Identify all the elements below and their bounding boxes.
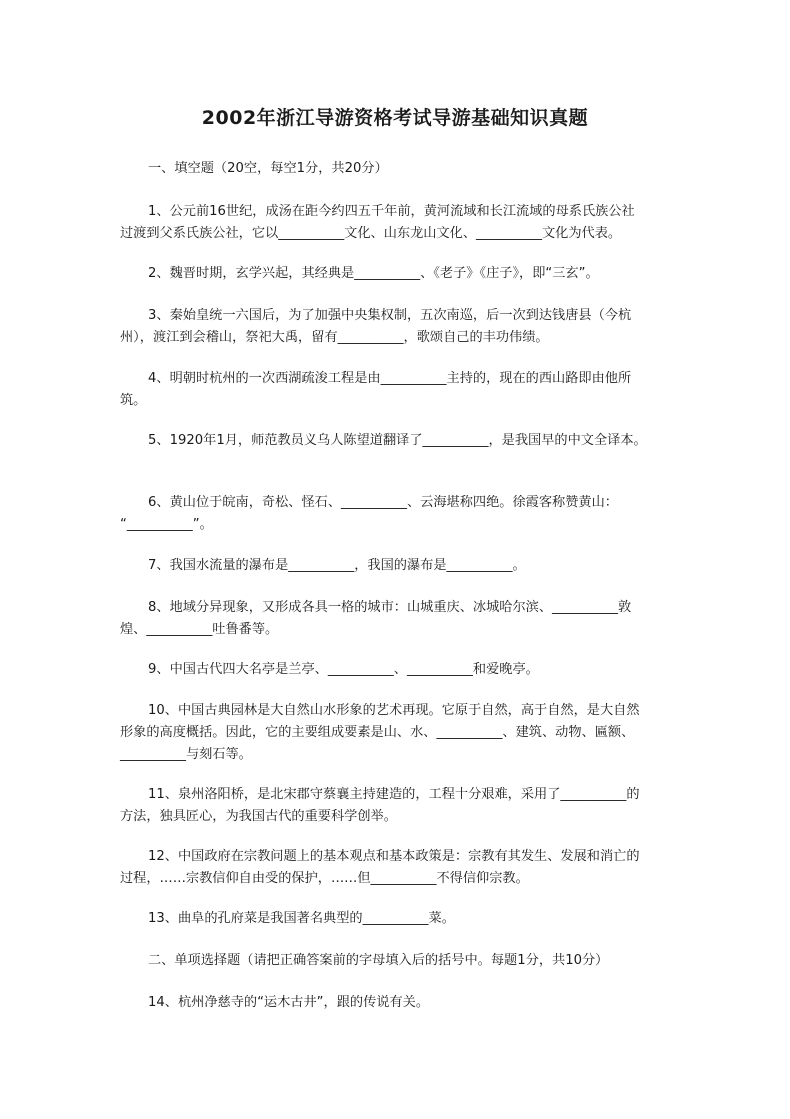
section-heading-fill-in-blank bbox=[120, 158, 680, 180]
question-5 bbox=[120, 430, 680, 452]
question-9 bbox=[120, 659, 680, 681]
question-line: 1、公元前16世纪，成汤在距今约四五千年前，黄河流域和长江流域的母系氏族公社 bbox=[148, 204, 635, 219]
question-1 bbox=[120, 201, 680, 245]
question-line: 4、明朝时杭州的一次西湖疏浚工程是由__________主持的，现在的西山路即由他所 bbox=[148, 371, 632, 386]
question-line: 过渡到父系氏族公社，它以__________文化、山东龙山文化、__________文化为代表。 bbox=[120, 226, 622, 241]
question-8 bbox=[120, 597, 680, 641]
question-line: 10、中国古典园林是大自然山水形象的艺术再现。它原于自然，高于自然，是大自然 bbox=[148, 703, 640, 718]
question-line: 州），渡江到会稽山，祭祀大禹，留有__________，歌颂自己的丰功伟绩。 bbox=[120, 330, 549, 345]
question-line: 过程，……宗教信仰自由受的保护，……但__________不得信仰宗教。 bbox=[120, 871, 529, 886]
section-heading-text: 一、填空题（20空，每空1分，共20分） bbox=[148, 161, 388, 176]
question-line: 7、我国水流量的瀑布是__________，我国的瀑布是__________。 bbox=[148, 558, 526, 573]
question-line: 13、曲阜的孔府菜是我国著名典型的__________菜。 bbox=[148, 911, 455, 926]
question-line: 14、杭州净慈寺的“运木古井”，跟的传说有关。 bbox=[148, 995, 430, 1010]
question-line: 2、魏晋时期，玄学兴起，其经典是__________、《老子》《庄子》，即“三玄”。 bbox=[148, 266, 599, 281]
question-line: 形象的高度概括。因此，它的主要组成要素是山、水、__________、建筑、动物、匾额、 bbox=[120, 725, 635, 740]
question-12 bbox=[120, 846, 680, 890]
section-heading-single-choice bbox=[120, 950, 680, 972]
question-line: 筑。 bbox=[120, 393, 147, 408]
question-line: 12、中国政府在宗教问题上的基本观点和基本政策是：宗教有其发生、发展和消亡的 bbox=[148, 849, 640, 864]
question-14 bbox=[120, 992, 680, 1014]
section-heading-text: 二、单项选择题（请把正确答案前的字母填入后的括号中。每题1分，共10分） bbox=[148, 953, 609, 968]
question-line: 方法，独具匠心，为我国古代的重要科学创举。 bbox=[120, 809, 397, 824]
question-line: 5、1920年1月，师范教员义乌人陈望道翻译了__________，是我国早的中文全译本。 bbox=[148, 433, 647, 448]
question-10 bbox=[120, 700, 680, 766]
question-line: 3、秦始皇统一六国后，为了加强中央集权制，五次南巡，后一次到达钱唐县（今杭 bbox=[148, 308, 632, 323]
question-3 bbox=[120, 305, 680, 349]
question-line: 8、地域分异现象，又形成各具一格的城市：山城重庆、冰城哈尔滨、__________敦 bbox=[148, 600, 632, 615]
page-title: 2002年浙江导游资格考试导游基础知识真题 bbox=[201, 107, 589, 129]
question-2 bbox=[120, 263, 680, 285]
question-line: 煌、__________吐鲁番等。 bbox=[120, 622, 279, 637]
question-4 bbox=[120, 368, 680, 412]
question-line: “__________”。 bbox=[120, 517, 213, 532]
question-line: 11、泉州洛阳桥，是北宋郡守蔡襄主持建造的，工程十分艰难，采用了__________的 bbox=[148, 787, 640, 802]
question-11 bbox=[120, 784, 680, 828]
question-6 bbox=[120, 492, 680, 536]
question-7 bbox=[120, 555, 680, 577]
question-line: 6、黄山位于皖南，奇松、怪石、__________、云海堪称四绝。徐霞客称赞黄山： bbox=[148, 495, 618, 510]
question-13 bbox=[120, 908, 680, 930]
question-line: __________与刻石等。 bbox=[120, 747, 252, 762]
question-line: 9、中国古代四大名亭是兰亭、__________、__________和爱晚亭。 bbox=[148, 662, 539, 677]
